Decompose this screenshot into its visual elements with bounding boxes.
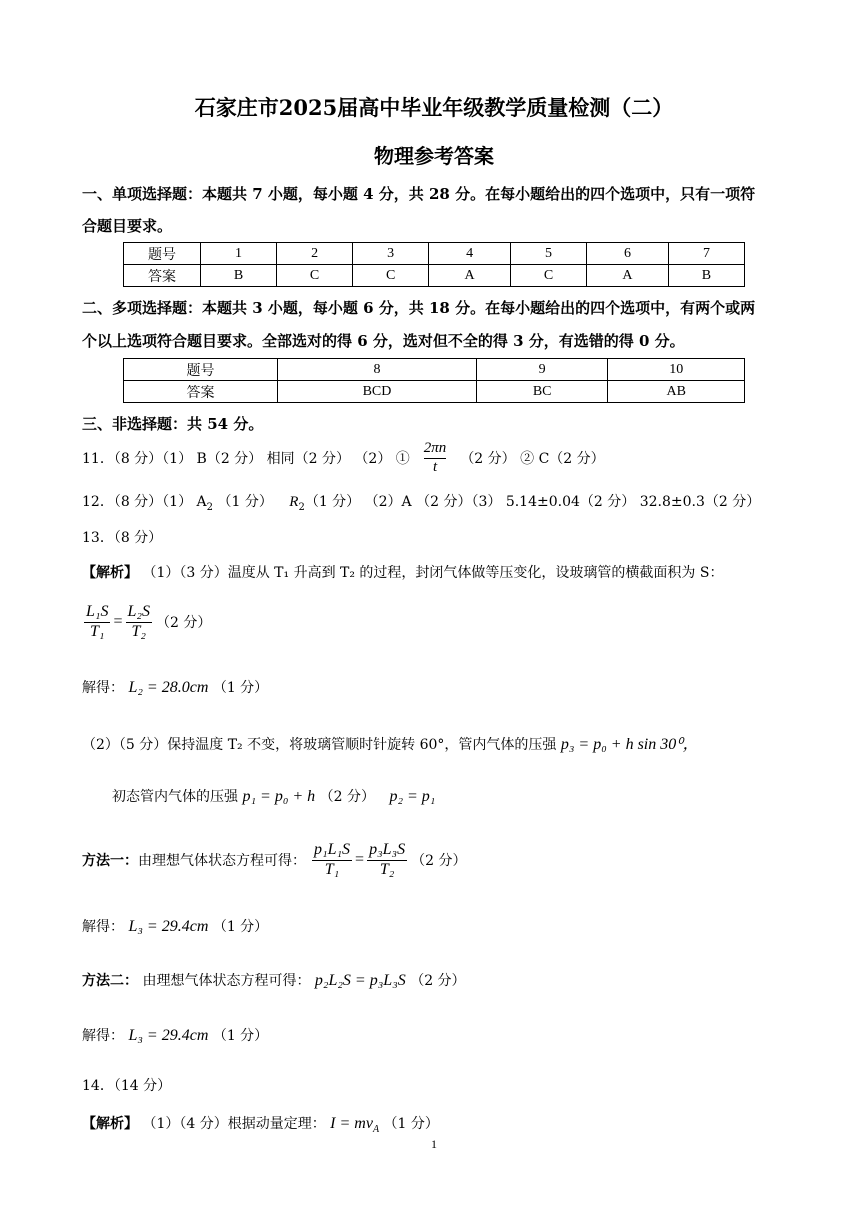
m1-left-den: T₁ bbox=[324, 860, 340, 878]
analysis-label: 【解析】 bbox=[82, 1116, 138, 1132]
q13-header: 13．（8 分） bbox=[82, 530, 163, 546]
q12-line bbox=[82, 491, 760, 513]
eq1-left-fraction bbox=[84, 603, 110, 641]
q11-frac-den: t bbox=[432, 458, 438, 475]
section3-heading: 三、非选择题：共 54 分。 bbox=[82, 415, 264, 433]
answer-cell: A bbox=[429, 265, 511, 287]
solve1-equation: L₂ = 28.0cm bbox=[128, 679, 209, 696]
equals-sign: = bbox=[355, 851, 365, 868]
init-score: （2 分） bbox=[319, 789, 375, 805]
eq1-right-den: T₂ bbox=[131, 622, 146, 640]
q14-header: 14．（14 分） bbox=[82, 1078, 172, 1094]
q11-text-a: 11．（8 分）（1） B（2 分） 相同（2 分） （2） ① bbox=[82, 451, 410, 467]
init-equation: p₁ = p₀ + h bbox=[242, 788, 316, 805]
section1-heading-line2: 合题目要求。 bbox=[82, 217, 173, 235]
table-row-answers bbox=[124, 381, 745, 403]
eq1-right-fraction bbox=[126, 603, 152, 641]
question-cell: 7 bbox=[668, 243, 744, 265]
method1-text: 由理想气体状态方程可得： bbox=[138, 853, 306, 869]
page-number: 1 bbox=[431, 1137, 437, 1151]
answer-cell: A bbox=[587, 265, 669, 287]
table-row-answers bbox=[124, 265, 745, 287]
solve-label: 解得： bbox=[82, 680, 124, 696]
q12-text-c: （1 分） （2）A （2 分）（3） 5.14±0.04（2 分） 32.8±0.3（2 分） bbox=[304, 494, 761, 510]
solve1-score: （1 分） bbox=[212, 680, 269, 696]
table-row-questions bbox=[124, 359, 745, 381]
part2-equation: p₃ = p₀ + h sin 30⁰， bbox=[560, 736, 699, 753]
q13-solve1 bbox=[82, 677, 268, 697]
q12-text-a: 12．（8 分）（1） A bbox=[82, 494, 207, 510]
m2-solve-equation: L₃ = 29.4cm bbox=[128, 1027, 209, 1044]
q13-line1-text: （1）（3 分）温度从 T₁ 升高到 T₂ 的过程，封闭气体做等压变化，设玻璃管的横截面积为 S： bbox=[142, 565, 724, 581]
eq1-left-den: T₁ bbox=[90, 622, 105, 640]
answer-cell: BC bbox=[476, 381, 607, 403]
q14-line1 bbox=[82, 1113, 439, 1135]
q12-r: R bbox=[289, 494, 299, 510]
m2-solve-score: （1 分） bbox=[212, 1028, 269, 1044]
q13-m1-solve bbox=[82, 916, 268, 936]
section1-heading-line1: 一、单项选择题：本题共 7 小题，每小题 4 分，共 28 分。在每小题给出的四个选项中，只有一项符 bbox=[82, 185, 756, 203]
solve-label: 解得： bbox=[82, 1028, 124, 1044]
answer-cell: AB bbox=[608, 381, 745, 403]
analysis-label: 【解析】 bbox=[82, 565, 138, 581]
question-cell: 9 bbox=[476, 359, 607, 381]
q12-text-b: （1 分） bbox=[217, 494, 273, 510]
m1-left-fraction bbox=[312, 841, 352, 879]
init-equation2: p₂ = p₁ bbox=[389, 788, 436, 805]
row-label-answer: 答案 bbox=[124, 381, 278, 403]
document-subtitle: 物理参考答案 bbox=[374, 144, 494, 168]
eq1-right-num: L₂S bbox=[126, 603, 152, 622]
question-cell: 3 bbox=[353, 243, 429, 265]
answer-cell: C bbox=[277, 265, 353, 287]
q14-score: （1 分） bbox=[383, 1116, 439, 1132]
method2-score: （2 分） bbox=[410, 973, 466, 989]
answer-cell: B bbox=[668, 265, 744, 287]
question-cell: 5 bbox=[511, 243, 587, 265]
question-cell: 4 bbox=[429, 243, 511, 265]
row-label-question: 题号 bbox=[124, 243, 201, 265]
eq1-left-num: L₁S bbox=[84, 603, 110, 622]
section2-heading-line2: 个以上选项符合题目要求。全部选对的得 6 分，选对但不全的得 3 分，有选错的得 0 分。 bbox=[82, 332, 685, 350]
document-title: 石家庄市2025届高中毕业年级教学质量检测（二） bbox=[194, 95, 674, 120]
section2-answer-table bbox=[123, 358, 745, 403]
q11-frac-num: 2πn bbox=[423, 440, 447, 457]
answer-cell: B bbox=[201, 265, 277, 287]
method2-label: 方法二： bbox=[82, 973, 138, 989]
m1-solve-score: （1 分） bbox=[212, 919, 269, 935]
m1-right-den: T₂ bbox=[379, 860, 395, 878]
question-cell: 10 bbox=[608, 359, 745, 381]
q14-equation: I = mv bbox=[330, 1115, 373, 1132]
answer-cell: BCD bbox=[278, 381, 477, 403]
row-label-question: 题号 bbox=[124, 359, 278, 381]
q11-line bbox=[82, 438, 605, 478]
q13-method2 bbox=[82, 970, 466, 990]
question-cell: 2 bbox=[277, 243, 353, 265]
q11-text-b: （2 分） ② C（2 分） bbox=[460, 451, 605, 467]
m1-right-fraction bbox=[367, 841, 407, 879]
method1-score: （2 分） bbox=[411, 853, 467, 869]
q14-eq-sub: A bbox=[372, 1123, 380, 1135]
solve-label: 解得： bbox=[82, 919, 124, 935]
method2-text: 由理想气体状态方程可得： bbox=[142, 973, 311, 989]
q13-eq1 bbox=[84, 598, 211, 646]
m1-right-num: p₃L₃S bbox=[367, 841, 407, 860]
part2-text: （2）（5 分）保持温度 T₂ 不变，将玻璃管顺时针旋转 60°，管内气体的压强 bbox=[82, 737, 557, 753]
q11-fraction bbox=[422, 440, 449, 476]
row-label-answer: 答案 bbox=[124, 265, 201, 287]
m1-left-num: p₁L₁S bbox=[312, 841, 352, 860]
answer-cell: C bbox=[511, 265, 587, 287]
q13-init bbox=[112, 786, 435, 806]
question-cell: 6 bbox=[587, 243, 669, 265]
q12-r-sub: 2 bbox=[298, 501, 305, 513]
q13-line1 bbox=[82, 562, 723, 582]
section1-answer-table bbox=[123, 242, 745, 287]
equals-sign: = bbox=[113, 613, 123, 630]
init-text: 初态管内气体的压强 bbox=[112, 789, 238, 805]
method1-label: 方法一： bbox=[82, 853, 138, 869]
q14-line1-text: （1）（4 分）根据动量定理： bbox=[142, 1116, 326, 1132]
question-cell: 8 bbox=[278, 359, 477, 381]
eq1-score: （2 分） bbox=[155, 615, 212, 631]
q12-a-sub: 2 bbox=[206, 501, 214, 513]
method2-equation: p₂L₂S = p₃L₃S bbox=[314, 972, 406, 989]
q13-method1 bbox=[82, 836, 466, 884]
q13-m2-solve bbox=[82, 1025, 268, 1045]
answer-cell: C bbox=[353, 265, 429, 287]
q13-part2 bbox=[82, 731, 699, 754]
m1-solve-equation: L₃ = 29.4cm bbox=[128, 918, 209, 935]
question-cell: 1 bbox=[201, 243, 277, 265]
section2-heading-line1: 二、多项选择题：本题共 3 小题，每小题 6 分，共 18 分。在每小题给出的四个选项中，有两个或两 bbox=[82, 299, 756, 317]
table-row-questions bbox=[124, 243, 745, 265]
